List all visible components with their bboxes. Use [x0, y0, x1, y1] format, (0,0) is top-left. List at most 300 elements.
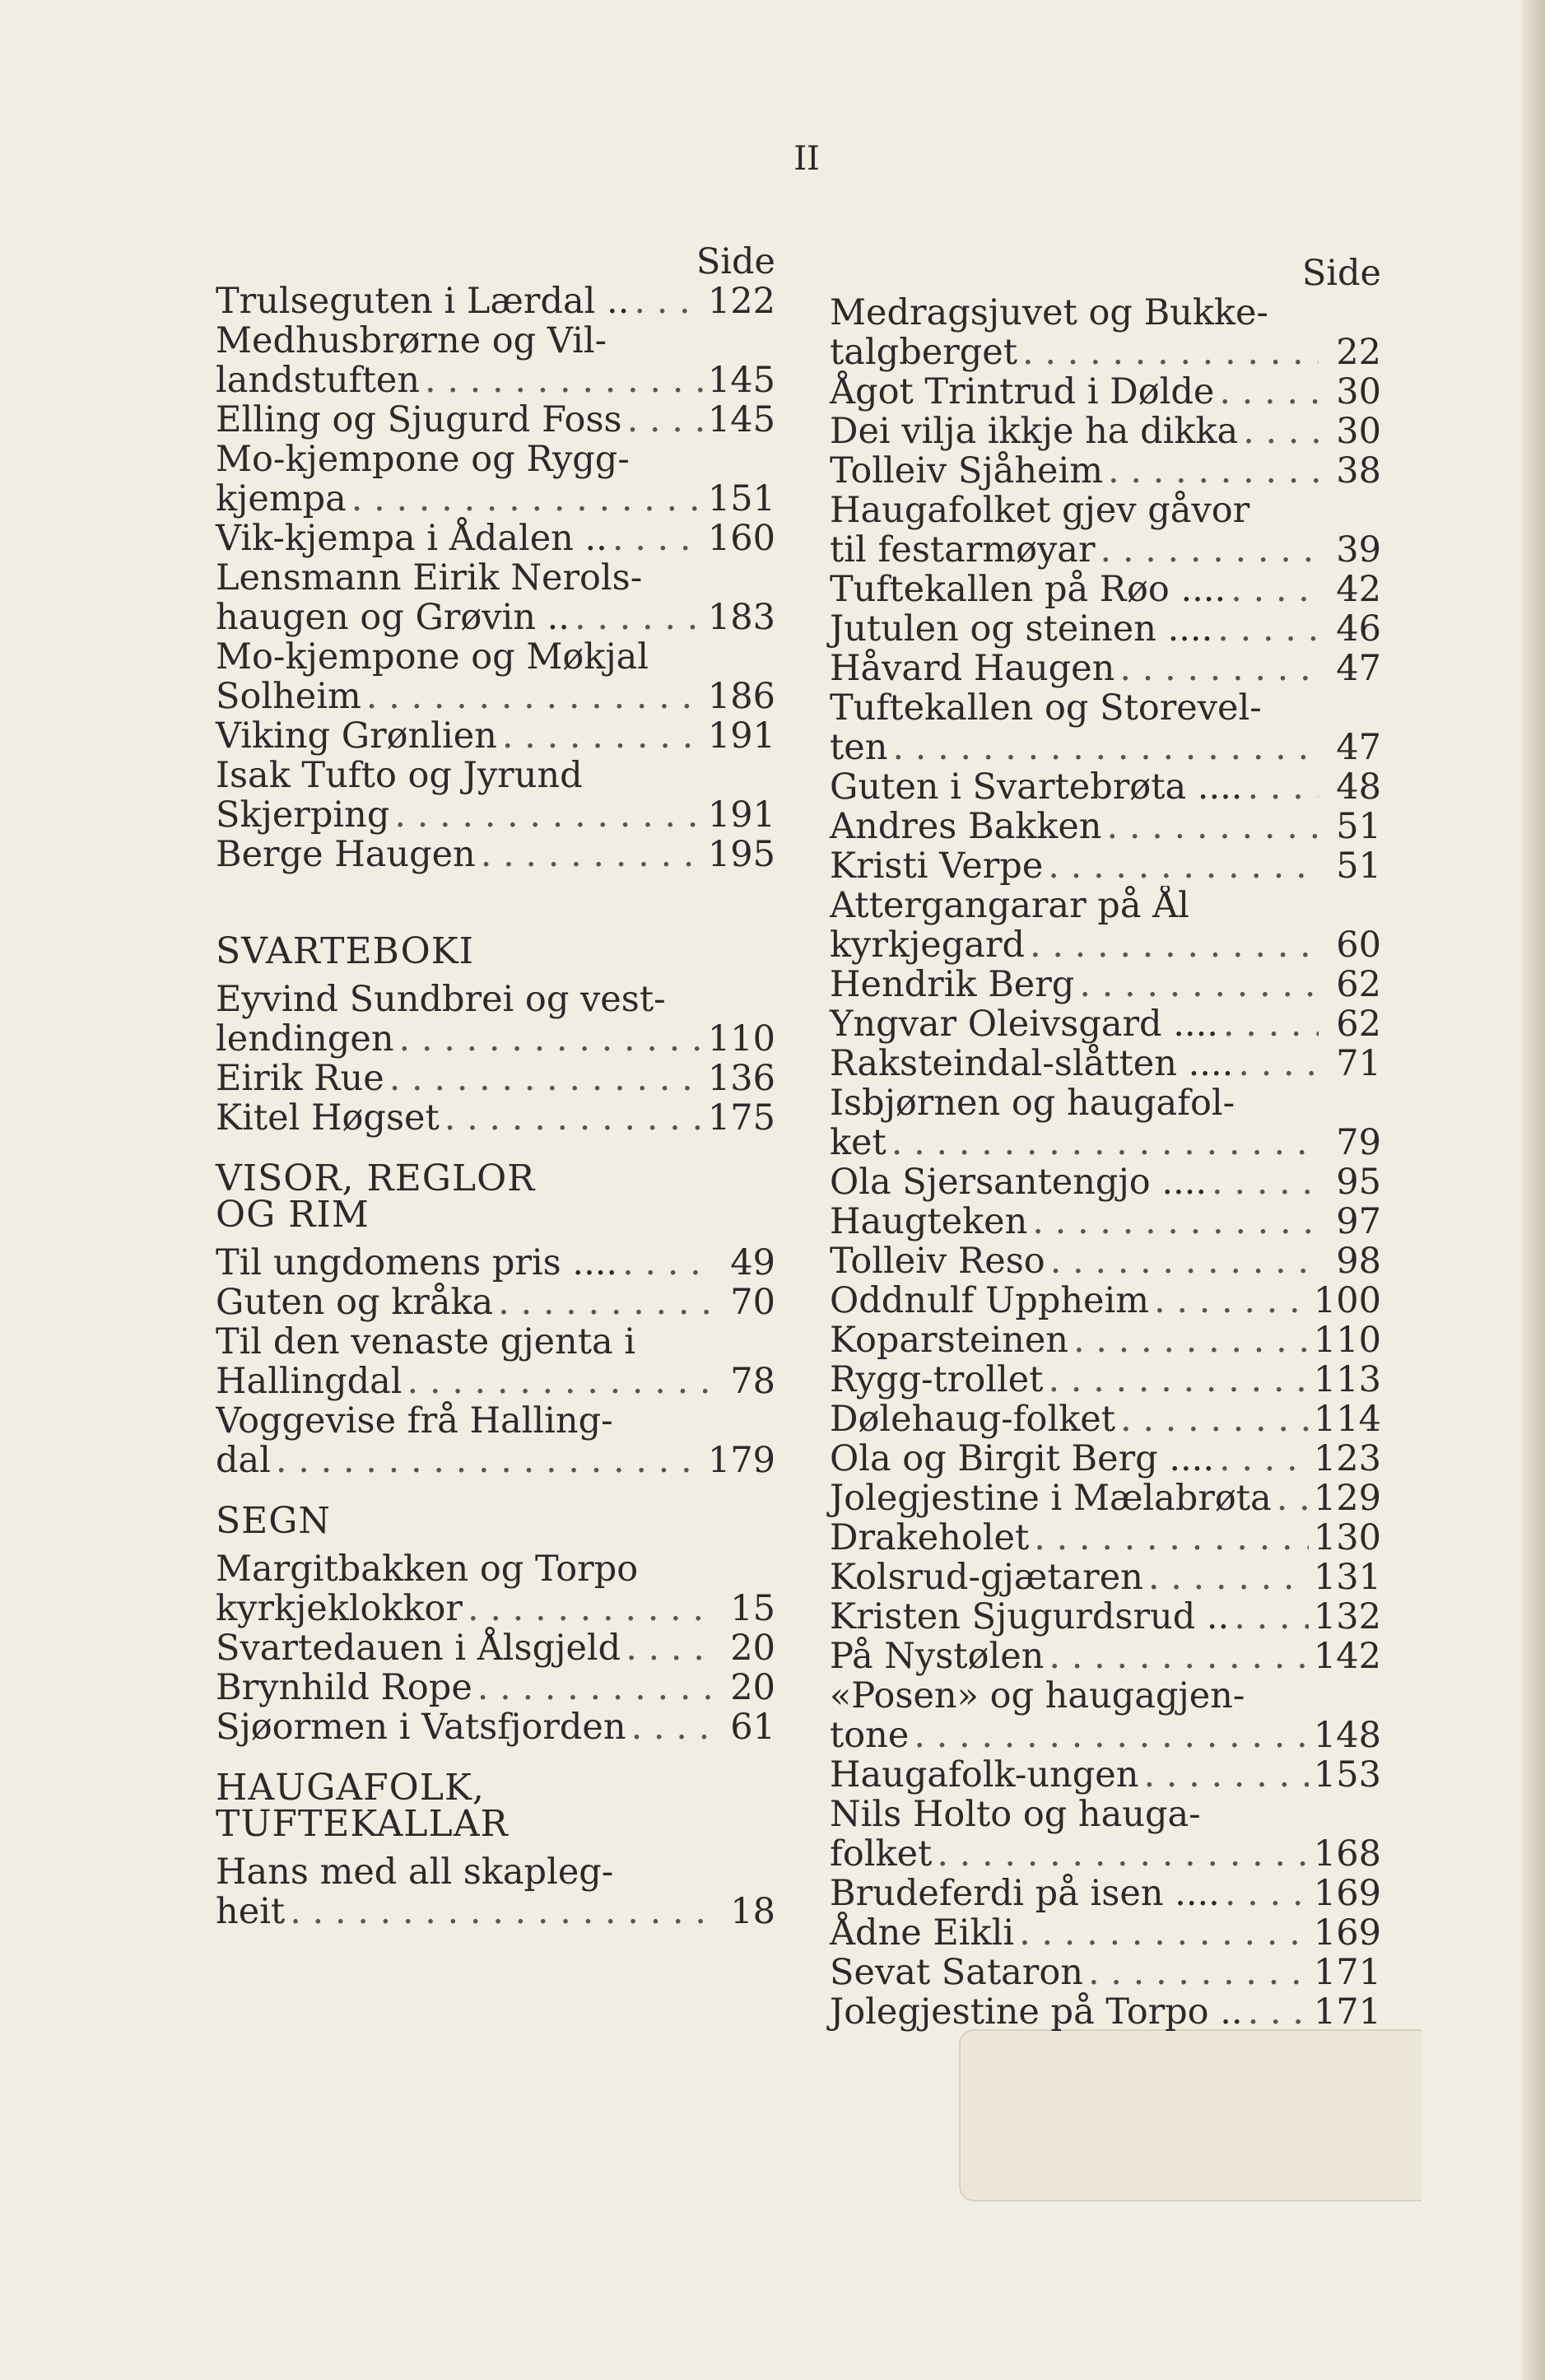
- toc-entry[interactable]: [830, 1281, 1381, 1320]
- entry-page-number: 62: [1336, 1004, 1381, 1045]
- entry-last-line: [830, 1479, 1381, 1518]
- section-entry-list: [216, 1852, 775, 1931]
- entry-last-line: [830, 1320, 1381, 1360]
- toc-entry[interactable]: [830, 293, 1381, 372]
- entry-title-line: Haugafolk-ungen: [830, 1754, 1139, 1795]
- entry-page-number: 20: [730, 1667, 775, 1708]
- dot-leader: [937, 1834, 1309, 1874]
- dot-leader: [1225, 1874, 1309, 1913]
- entry-last-line: [830, 807, 1381, 846]
- toc-entry[interactable]: [830, 1241, 1381, 1281]
- entry-last-line: [216, 1441, 775, 1480]
- section-heading-line: VISOR, REGLOR: [216, 1157, 536, 1199]
- toc-entry[interactable]: [216, 1628, 775, 1668]
- section-heading-line: SVARTEBOKI: [216, 930, 475, 972]
- entry-last-line: [830, 372, 1381, 412]
- entry-page-number: 183: [707, 597, 775, 638]
- toc-entry[interactable]: [216, 1668, 775, 1707]
- entry-last-line: [830, 1004, 1381, 1044]
- entry-page-number: 60: [1336, 925, 1381, 966]
- toc-entry[interactable]: [830, 846, 1381, 886]
- entry-last-line: [216, 1283, 775, 1322]
- toc-entry[interactable]: [216, 1707, 775, 1747]
- dot-leader: [1034, 1518, 1309, 1558]
- entry-page-number: 30: [1336, 371, 1381, 412]
- toc-entry[interactable]: [830, 1755, 1381, 1795]
- toc-entry[interactable]: [830, 1953, 1381, 1992]
- dot-leader: [1073, 1320, 1309, 1360]
- entry-page-number: 98: [1336, 1241, 1381, 1282]
- entry-page-number: 142: [1313, 1636, 1381, 1677]
- dot-leader: [477, 1668, 713, 1707]
- dot-leader: [1049, 1637, 1309, 1676]
- toc-entry[interactable]: [830, 451, 1381, 491]
- entry-page-number: 113: [1313, 1359, 1381, 1400]
- entry-last-line: [830, 965, 1381, 1004]
- dot-leader: [575, 598, 703, 637]
- section-heading-line: SEGN: [216, 1500, 331, 1542]
- toc-entry[interactable]: [830, 1597, 1381, 1637]
- toc-entry[interactable]: [830, 688, 1381, 767]
- dot-leader: [1050, 1241, 1319, 1281]
- dot-leader: [389, 1059, 703, 1098]
- side-column-header: Side: [1301, 253, 1381, 294]
- entry-page-number: 62: [1336, 964, 1381, 1005]
- toc-entry[interactable]: [216, 1549, 775, 1628]
- dot-leader: [1219, 1439, 1309, 1479]
- entry-title-line: Skjerping: [216, 794, 390, 836]
- entry-title-line: Solheim: [216, 676, 361, 717]
- entry-title-line: Guten og kråka: [216, 1282, 494, 1323]
- toc-entry[interactable]: [830, 965, 1381, 1004]
- dot-leader: [634, 282, 703, 321]
- entry-last-line: [830, 570, 1381, 609]
- entry-page-number: 148: [1313, 1715, 1381, 1756]
- entry-page-number: 171: [1313, 1991, 1381, 2033]
- entry-page-number: 46: [1336, 608, 1381, 650]
- entry-last-line: [830, 767, 1381, 807]
- entry-last-line: [830, 1716, 1381, 1755]
- entry-last-line: [830, 1281, 1381, 1320]
- toc-left-column: [216, 239, 775, 1931]
- entry-title-line: Eyvind Sundbrei og vest-: [216, 980, 666, 1019]
- dot-leader: [1212, 1162, 1319, 1202]
- entry-last-line: [216, 1892, 775, 1931]
- entry-page-number: 129: [1313, 1478, 1381, 1519]
- entry-last-line: [830, 451, 1381, 491]
- entry-title-line: Hans med all skapleg-: [216, 1852, 614, 1892]
- entry-title-line: Isbjørnen og haugafol-: [830, 1083, 1236, 1123]
- dot-leader: [351, 479, 703, 519]
- entry-title-line: Til den venaste gjenta i: [216, 1322, 636, 1362]
- dot-leader: [1143, 1755, 1308, 1795]
- dot-leader: [399, 1019, 703, 1059]
- toc-entry[interactable]: [830, 1795, 1381, 1874]
- entry-page-number: 22: [1336, 332, 1381, 373]
- side-column-header: Side: [696, 241, 775, 282]
- entry-title-line: Hendrik Berg: [830, 964, 1075, 1005]
- dot-leader: [1231, 570, 1319, 609]
- section-entry-list: [216, 980, 775, 1138]
- toc-entry-list: [216, 282, 775, 874]
- section-heading: [216, 1767, 775, 1845]
- entry-title-line: Medragsjuvet og Bukke-: [830, 293, 1268, 333]
- entry-title-line: Vik-kjempa i Ådalen ..: [216, 518, 607, 559]
- toc-entry[interactable]: [830, 1439, 1381, 1479]
- toc-entry[interactable]: [830, 1992, 1381, 2032]
- entry-title-line: Koparsteinen: [830, 1320, 1068, 1361]
- entry-page-number: 179: [707, 1440, 775, 1481]
- toc-entry[interactable]: [830, 1044, 1381, 1083]
- entry-title-line: Ågot Trintrud i Dølde: [830, 371, 1215, 412]
- entry-page-number: 122: [707, 281, 775, 322]
- entry-page-number: 97: [1336, 1201, 1381, 1242]
- dot-leader: [468, 1589, 713, 1628]
- dot-leader: [914, 1716, 1309, 1755]
- entry-title-line: folket: [830, 1833, 933, 1875]
- dot-leader: [1219, 372, 1319, 412]
- toc-entry[interactable]: [830, 1637, 1381, 1676]
- entry-page-number: 145: [707, 399, 775, 440]
- toc-entry[interactable]: [216, 1098, 775, 1138]
- toc-entry[interactable]: [830, 1360, 1381, 1400]
- entry-title-line: Jolegjestine på Torpo ..: [830, 1991, 1243, 2033]
- toc-sections: [216, 930, 775, 1932]
- dot-leader: [1217, 609, 1319, 649]
- entry-page-number: 151: [707, 478, 775, 519]
- entry-title-line: heit: [216, 1891, 286, 1932]
- entry-last-line: [830, 1834, 1381, 1874]
- entry-page-number: 160: [707, 518, 775, 559]
- entry-title-line: Raksteindal-slåtten ....: [830, 1043, 1234, 1084]
- dot-leader: [627, 400, 703, 440]
- toc-entry[interactable]: [830, 1202, 1381, 1241]
- toc-entry[interactable]: [830, 412, 1381, 451]
- entry-title-line: Sevat Sataron: [830, 1952, 1083, 1993]
- entry-last-line: [830, 1202, 1381, 1241]
- dot-leader: [1032, 1202, 1319, 1241]
- entry-last-line: [830, 1953, 1381, 1992]
- entry-title-line: Kristen Sjugurdsrud ..: [830, 1596, 1230, 1637]
- entry-last-line: [830, 609, 1381, 649]
- entry-last-line: [216, 716, 775, 756]
- toc-entry[interactable]: [830, 1004, 1381, 1044]
- toc-entry[interactable]: [216, 558, 775, 637]
- entry-page-number: 130: [1313, 1517, 1381, 1558]
- entry-last-line: [216, 400, 775, 440]
- entry-last-line: [830, 1360, 1381, 1400]
- entry-page-number: 47: [1336, 727, 1381, 768]
- toc-entry[interactable]: [830, 1913, 1381, 1953]
- toc-entry[interactable]: [830, 1083, 1381, 1162]
- entry-page-number: 168: [1313, 1833, 1381, 1875]
- entry-page-number: 70: [730, 1282, 775, 1323]
- entry-title-line: Kitel Høgset: [216, 1097, 440, 1139]
- entry-last-line: [830, 1400, 1381, 1439]
- entry-last-line: [830, 1913, 1381, 1953]
- toc-entry[interactable]: [216, 835, 775, 874]
- toc-entry[interactable]: [216, 1322, 775, 1401]
- entry-title-line: Guten i Svartebrøta ....: [830, 766, 1243, 808]
- entry-page-number: 191: [707, 715, 775, 757]
- entry-page-number: 20: [730, 1628, 775, 1669]
- toc-entry[interactable]: [830, 1676, 1381, 1755]
- entry-title-line: Trulseguten i Lærdal ..: [216, 281, 630, 322]
- toc-entry[interactable]: [216, 1059, 775, 1098]
- entry-title-line: Yngvar Oleivsgard ....: [830, 1004, 1218, 1045]
- entry-title-line: Ådne Eikli: [830, 1912, 1015, 1954]
- entry-page-number: 169: [1313, 1873, 1381, 1914]
- page-edge: [1522, 0, 1545, 2380]
- entry-title-line: Tolleiv Reso: [830, 1241, 1045, 1282]
- entry-title-line: Tuftekallen på Røo ....: [830, 569, 1226, 610]
- entry-title-line: ket: [830, 1122, 887, 1163]
- dot-leader: [1101, 530, 1319, 570]
- entry-last-line: [216, 677, 775, 716]
- entry-title-line: kjempa: [216, 478, 347, 519]
- toc-entry[interactable]: [830, 1518, 1381, 1558]
- entry-title-line: Rygg-trollet: [830, 1359, 1044, 1400]
- entry-title-line: lendingen: [216, 1018, 394, 1060]
- entry-last-line: [830, 333, 1381, 372]
- entry-title-line: Berge Haugen: [216, 834, 476, 875]
- dot-leader: [407, 1362, 713, 1401]
- entry-title-line: Håvard Haugen: [830, 648, 1115, 689]
- entry-last-line: [830, 1162, 1381, 1202]
- toc-entry[interactable]: [830, 1162, 1381, 1202]
- entry-page-number: 51: [1336, 806, 1381, 847]
- toc-entry[interactable]: [216, 519, 775, 558]
- entry-title-line: Drakeholet: [830, 1517, 1030, 1558]
- toc-entry[interactable]: [830, 807, 1381, 846]
- entry-title-line: ten: [830, 727, 888, 768]
- dot-leader: [1234, 1597, 1309, 1637]
- entry-page-number: 39: [1336, 529, 1381, 571]
- toc-entry[interactable]: [830, 1479, 1381, 1518]
- entry-title-line: Jolegjestine i Mælabrøta: [830, 1478, 1272, 1519]
- entry-last-line: [830, 1637, 1381, 1676]
- entry-last-line: [216, 1628, 775, 1668]
- dot-leader: [1248, 1992, 1309, 2032]
- entry-title-line: kyrkjegard: [830, 925, 1025, 966]
- toc-entry[interactable]: [830, 886, 1381, 965]
- entry-title-line: Hallingdal: [216, 1361, 403, 1402]
- dot-leader: [1048, 1360, 1308, 1400]
- entry-last-line: [216, 1019, 775, 1059]
- toc-entry[interactable]: [216, 440, 775, 519]
- toc-entry[interactable]: [216, 756, 775, 835]
- toc-entry[interactable]: [830, 609, 1381, 649]
- toc-entry[interactable]: [216, 1243, 775, 1283]
- dot-leader: [626, 1628, 713, 1668]
- toc-entry[interactable]: [830, 1558, 1381, 1597]
- entry-last-line: [830, 1241, 1381, 1281]
- entry-last-line: [830, 1755, 1381, 1795]
- entry-page-number: 100: [1313, 1280, 1381, 1321]
- entry-last-line: [830, 1123, 1381, 1162]
- dot-leader: [1243, 412, 1319, 451]
- entry-page-number: 18: [730, 1891, 775, 1932]
- entry-last-line: [216, 1668, 775, 1707]
- toc-entry[interactable]: [216, 321, 775, 400]
- dot-leader: [1030, 925, 1319, 965]
- entry-page-number: 191: [707, 794, 775, 836]
- entry-title-line: Lensmann Eirik Nerols-: [216, 558, 643, 598]
- toc-entry[interactable]: [830, 767, 1381, 807]
- entry-title-line: Elling og Sjugurd Foss: [216, 399, 622, 440]
- entry-page-number: 169: [1313, 1912, 1381, 1954]
- entry-last-line: [216, 519, 775, 558]
- toc-entry[interactable]: [216, 1283, 775, 1322]
- dot-leader: [481, 835, 703, 874]
- toc-entry[interactable]: [216, 282, 775, 321]
- entry-page-number: 123: [1313, 1438, 1381, 1479]
- entry-title-line: til festarmøyar: [830, 529, 1096, 571]
- entry-last-line: [216, 1243, 775, 1283]
- entry-title-line: «Posen» og haugagjen-: [830, 1676, 1245, 1716]
- dot-leader: [1148, 1558, 1309, 1597]
- toc-entry[interactable]: [830, 570, 1381, 609]
- dot-leader: [612, 519, 703, 558]
- entry-title-line: Medhusbrørne og Vil-: [216, 321, 607, 361]
- dot-leader: [444, 1098, 703, 1138]
- dot-leader: [1107, 807, 1319, 846]
- entry-title-line: kyrkjeklokkor: [216, 1588, 463, 1629]
- entry-title-line: Tuftekallen og Storevel-: [830, 688, 1262, 728]
- toc-entry[interactable]: [216, 637, 775, 716]
- toc-right-column: [830, 239, 1381, 2032]
- section-entry-list: [216, 1243, 775, 1480]
- entry-last-line: [830, 412, 1381, 451]
- entry-page-number: 79: [1336, 1122, 1381, 1163]
- dot-leader: [1120, 1400, 1309, 1439]
- entry-title-line: Margitbakken og Torpo: [216, 1549, 639, 1589]
- library-stamp-outline: [959, 2029, 1422, 2201]
- entry-last-line: [216, 282, 775, 321]
- entry-last-line: [216, 1362, 775, 1401]
- toc-entry[interactable]: [216, 980, 775, 1059]
- dot-leader: [622, 1243, 713, 1283]
- dot-leader: [276, 1441, 703, 1480]
- entry-page-number: 110: [1313, 1320, 1381, 1361]
- toc-entry[interactable]: [830, 1400, 1381, 1439]
- dot-leader: [1048, 846, 1319, 886]
- dot-leader: [1079, 965, 1319, 1004]
- toc-entry[interactable]: [216, 1401, 775, 1480]
- dot-leader: [1088, 1953, 1309, 1992]
- entry-last-line: [830, 846, 1381, 886]
- section-entry-list: [216, 1549, 775, 1747]
- entry-page-number: 47: [1336, 648, 1381, 689]
- entry-page-number: 153: [1313, 1754, 1381, 1795]
- entry-last-line: [830, 1874, 1381, 1913]
- entry-title-line: På Nystølen: [830, 1636, 1045, 1677]
- dot-leader: [1238, 1044, 1319, 1083]
- entry-title-line: Eirik Rue: [216, 1058, 384, 1099]
- entry-last-line: [830, 1518, 1381, 1558]
- dot-leader: [1108, 451, 1319, 491]
- entry-last-line: [830, 925, 1381, 965]
- section-heading: [216, 930, 775, 972]
- entry-page-number: 132: [1313, 1596, 1381, 1637]
- entry-page-number: 131: [1313, 1557, 1381, 1598]
- entry-title-line: Voggevise frå Halling-: [216, 1401, 613, 1441]
- entry-last-line: [216, 795, 775, 835]
- entry-title-line: Kristi Verpe: [830, 845, 1044, 887]
- entry-page-number: 95: [1336, 1162, 1381, 1203]
- toc-entry[interactable]: [216, 400, 775, 440]
- entry-title-line: Mo-kjempone og Møkjal: [216, 637, 649, 677]
- section-heading: [216, 1157, 775, 1236]
- dot-leader: [290, 1892, 713, 1931]
- entry-last-line: [830, 728, 1381, 767]
- entry-title-line: haugen og Grøvin ..: [216, 597, 570, 638]
- entry-last-line: [830, 649, 1381, 688]
- entry-page-number: 186: [707, 676, 775, 717]
- section-heading-line: TUFTEKALLAR: [216, 1803, 509, 1845]
- entry-title-line: Kolsrud-gjætaren: [830, 1557, 1143, 1598]
- entry-title-line: Sjøormen i Vatsfjorden: [216, 1707, 626, 1748]
- section-heading-line: OG RIM: [216, 1194, 370, 1236]
- toc-entry[interactable]: [830, 372, 1381, 412]
- entry-title-line: Attergangarar på Ål: [830, 886, 1189, 925]
- toc-entry[interactable]: [830, 491, 1381, 570]
- entry-title-line: Jutulen og steinen ....: [830, 608, 1213, 650]
- toc-entry[interactable]: [216, 716, 775, 756]
- entry-page-number: 175: [707, 1097, 775, 1139]
- entry-page-number: 114: [1313, 1399, 1381, 1440]
- entry-last-line: [216, 835, 775, 874]
- dot-leader: [1022, 333, 1319, 372]
- toc-entry-list: [830, 293, 1381, 2032]
- entry-title-line: Andres Bakken: [830, 806, 1102, 847]
- entry-page-number: 38: [1336, 450, 1381, 491]
- entry-page-number: 42: [1336, 569, 1381, 610]
- dot-leader: [1019, 1913, 1309, 1953]
- entry-title-line: Brynhild Rope: [216, 1667, 472, 1708]
- entry-title-line: Nils Holto og hauga-: [830, 1795, 1201, 1834]
- entry-title-line: Brudeferdi på isen ....: [830, 1873, 1220, 1914]
- dot-leader: [498, 1283, 713, 1322]
- toc-entry[interactable]: [216, 1852, 775, 1931]
- dot-leader: [425, 361, 703, 400]
- entry-title-line: Viking Grønlien: [216, 715, 497, 757]
- entry-title-line: Dei vilja ikkje ha dikka: [830, 411, 1239, 452]
- dot-leader: [1119, 649, 1319, 688]
- entry-title-line: Haugafolket gjev gåvor: [830, 491, 1250, 530]
- entry-title-line: Dølehaug-folket: [830, 1399, 1115, 1440]
- entry-page-number: 110: [707, 1018, 775, 1060]
- entry-title-line: Ola og Birgit Berg ....: [830, 1438, 1214, 1479]
- toc-entry[interactable]: [830, 649, 1381, 688]
- entry-last-line: [216, 1059, 775, 1098]
- entry-title-line: landstuften: [216, 360, 420, 401]
- entry-page-number: 61: [730, 1707, 775, 1748]
- toc-entry[interactable]: [830, 1874, 1381, 1913]
- entry-last-line: [830, 1044, 1381, 1083]
- section-heading: [216, 1500, 775, 1542]
- entry-last-line: [830, 1439, 1381, 1479]
- entry-page-number: 15: [730, 1588, 775, 1629]
- entry-page-number: 30: [1336, 411, 1381, 452]
- dot-leader: [366, 677, 703, 716]
- entry-title-line: Isak Tufto og Jyrund: [216, 756, 583, 795]
- page-number: II: [793, 140, 820, 178]
- entry-page-number: 51: [1336, 845, 1381, 887]
- entry-page-number: 136: [707, 1058, 775, 1099]
- entry-last-line: [216, 1098, 775, 1138]
- toc-entry[interactable]: [830, 1320, 1381, 1360]
